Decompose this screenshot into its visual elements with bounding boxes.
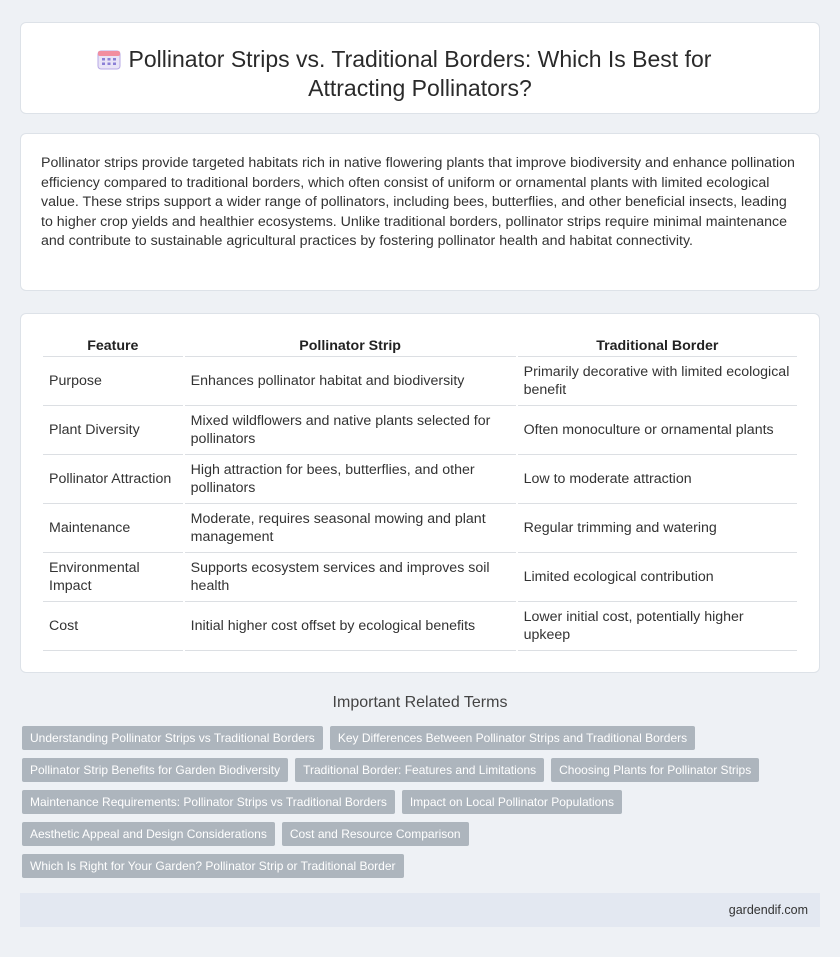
pollinator-strip-cell: Moderate, requires seasonal mowing and plant management (185, 504, 516, 553)
header-traditional-border: Traditional Border (518, 334, 797, 357)
feature-cell: Environmental Impact (43, 553, 183, 602)
table-header-row (43, 334, 797, 357)
pollinator-strip-cell: Mixed wildflowers and native plants selected for pollinators (185, 406, 516, 455)
pollinator-strip-cell: Initial higher cost offset by ecological benefits (185, 602, 516, 651)
pollinator-strip-cell: Supports ecosystem services and improves soil health (185, 553, 516, 602)
related-term-tag[interactable]: Pollinator Strip Benefits for Garden Biodiversity (22, 758, 288, 782)
feature-cell: Pollinator Attraction (43, 455, 183, 504)
pollinator-strip-cell: High attraction for bees, butterflies, and other pollinators (185, 455, 516, 504)
feature-cell: Cost (43, 602, 183, 651)
traditional-border-cell: Lower initial cost, potentially higher upkeep (518, 602, 797, 651)
related-term-tag[interactable]: Key Differences Between Pollinator Strips and Traditional Borders (330, 726, 695, 750)
related-term-tag[interactable]: Which Is Right for Your Garden? Pollinator Strip or Traditional Border (22, 854, 404, 878)
traditional-border-cell: Primarily decorative with limited ecological benefit (518, 357, 797, 406)
related-term-tag[interactable]: Traditional Border: Features and Limitations (295, 758, 544, 782)
related-term-tag[interactable]: Cost and Resource Comparison (282, 822, 469, 846)
feature-cell: Maintenance (43, 504, 183, 553)
related-terms-heading: Important Related Terms (332, 694, 508, 711)
summary-text: Pollinator strips provide targeted habitats rich in native flowering plants that improve biodiversity and enhance pollination efficiency compared to traditional borders, which often consist of uniform or ornamental plants with limited ecological value. These strips support a wider range of pollinators, including bees, butterflies, and other beneficial insects, leading to higher crop yields and healthier ecosystems. Unlike traditional borders, pollinator strips require minimal maintenance and contribute to sustainable agricultural practices by fostering pollinator health and habitat connectivity. (41, 155, 795, 249)
header-card (20, 22, 820, 114)
traditional-border-cell: Regular trimming and watering (518, 504, 797, 553)
related-term-tag[interactable]: Understanding Pollinator Strips vs Traditional Borders (22, 726, 323, 750)
related-term-tag[interactable]: Maintenance Requirements: Pollinator Strips vs Traditional Borders (22, 790, 395, 814)
table-row (43, 357, 797, 406)
header-pollinator-strip: Pollinator Strip (185, 334, 516, 357)
related-term-tag[interactable]: Impact on Local Pollinator Populations (402, 790, 622, 814)
page-title: Pollinator Strips vs. Traditional Borders: Which Is Best for Attracting Pollinators? (128, 46, 712, 101)
related-terms-list (22, 726, 802, 886)
table-row (43, 602, 797, 651)
related-term-tag[interactable]: Choosing Plants for Pollinator Strips (551, 758, 759, 782)
footer (20, 893, 820, 927)
header-feature: Feature (43, 334, 183, 357)
table-row (43, 455, 797, 504)
footer-site-link[interactable]: gardendif.com (728, 903, 808, 917)
table-row (43, 504, 797, 553)
related-term-tag[interactable]: Aesthetic Appeal and Design Considerations (22, 822, 275, 846)
feature-cell: Purpose (43, 357, 183, 406)
comparison-table-card (20, 313, 820, 673)
comparison-table (41, 334, 799, 651)
traditional-border-cell: Low to moderate attraction (518, 455, 797, 504)
feature-cell: Plant Diversity (43, 406, 183, 455)
pollinator-strip-cell: Enhances pollinator habitat and biodiversity (185, 357, 516, 406)
traditional-border-cell: Often monoculture or ornamental plants (518, 406, 797, 455)
summary-card (20, 133, 820, 291)
table-row (43, 406, 797, 455)
table-row (43, 553, 797, 602)
traditional-border-cell: Limited ecological contribution (518, 553, 797, 602)
